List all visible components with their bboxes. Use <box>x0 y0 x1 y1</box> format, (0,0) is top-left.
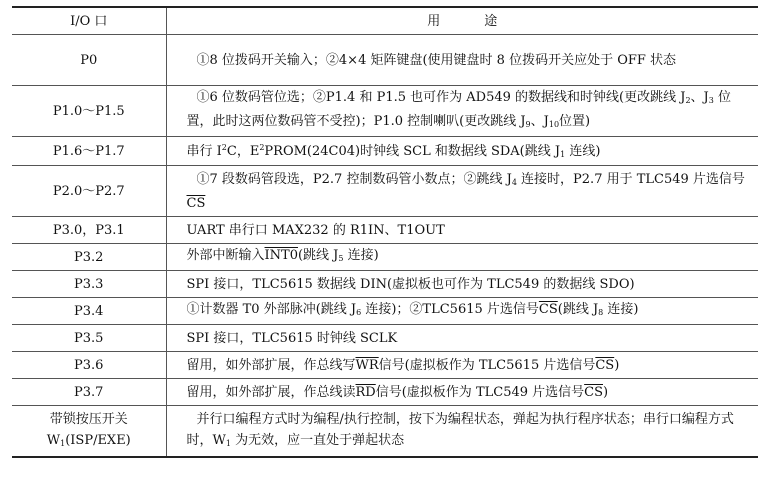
usage-cell: SPI 接口，TLC5615 时钟线 SCLK <box>166 325 758 352</box>
usage-text: 、J <box>530 114 549 129</box>
io-cell <box>12 406 166 458</box>
usage-text: ) <box>603 384 609 400</box>
usage-cell <box>166 379 758 406</box>
subscript: 6 <box>356 308 362 317</box>
table-row <box>12 352 758 379</box>
io-cell: P3.5 <box>12 325 166 352</box>
usage-cell <box>166 244 758 271</box>
table-row <box>12 86 758 137</box>
overlined-signal: INT0 <box>264 248 298 263</box>
io-usage-table-container <box>12 6 758 458</box>
usage-text: 位置) <box>559 114 591 129</box>
header-usage-char-2: 途 <box>484 13 498 29</box>
usage-cell: SPI 接口，TLC5615 数据线 DIN(虚拟板也可作为 TLC549 的数据线 SDO) <box>166 271 758 298</box>
subscript: 4 <box>511 177 517 187</box>
subscript: 5 <box>338 254 344 263</box>
header-usage <box>166 7 758 35</box>
overlined-signal: $\overline{WR}$ <box>355 357 379 373</box>
usage-text: ) <box>614 357 620 373</box>
usage-text: 连接) <box>343 248 379 263</box>
io-cell: P0 <box>12 35 166 86</box>
usage-text: 信号(虚拟板作为 TLC5615 片选信号 <box>378 357 596 373</box>
io-cell: P3.3 <box>12 271 166 298</box>
usage-text: 连线) <box>565 144 601 159</box>
table-header-row <box>12 7 758 35</box>
usage-text: 串行 I <box>186 144 222 159</box>
usage-text: (跳线 J <box>557 302 599 317</box>
usage-cell <box>166 352 758 379</box>
usage-text: 外部中断输入 <box>186 248 265 263</box>
superscript: 2 <box>221 143 227 152</box>
io-cell: P1.0～P1.5 <box>12 86 166 137</box>
usage-cell <box>166 86 758 137</box>
table-row <box>12 271 758 298</box>
io-text: (ISP/EXE) <box>65 432 131 448</box>
usage-text: ①7 段数码管段选，P2.7 控制数码管小数点；②跳线 J <box>196 171 512 187</box>
subscript: 10 <box>548 120 560 129</box>
overlined-signal: $\overline{RD}$ <box>355 384 376 400</box>
io-cell: P3.6 <box>12 352 166 379</box>
subscript: 3 <box>708 96 714 105</box>
usage-cell <box>166 298 758 325</box>
usage-text: ①6 位数码管位选；②P1.4 和 P1.5 也可作为 AD549 的数据线和时钟线(更改跳线 J <box>196 90 686 105</box>
overlined-signal: $\overline{CS}$ <box>595 357 615 373</box>
usage-text: 为无效，应一直处于弹起状态 <box>230 432 405 448</box>
table-row <box>12 406 758 458</box>
usage-cell: UART 串行口 MAX232 的 R1IN、T1OUT <box>166 217 758 244</box>
usage-text: 信号(虚拟板作为 TLC549 片选信号 <box>375 384 585 400</box>
usage-text: 、J <box>690 90 709 105</box>
io-label-line-1: 带锁按压开关 <box>49 411 128 427</box>
overlined-signal: $\overline{CS}$ <box>186 195 206 211</box>
io-cell: P3.4 <box>12 298 166 325</box>
subscript: 1 <box>560 150 566 159</box>
usage-text: 位置，此时这两位数码管不受控)；P1.0 控制喇叭(更改跳线 J <box>186 90 731 129</box>
overlined-signal: $\overline{CS}$ <box>584 384 603 400</box>
usage-text: PROM(24C04)时钟线 SCL 和数据线 SDA(跳线 J <box>264 144 561 159</box>
io-label-line-2 <box>20 430 158 454</box>
usage-text: (跳线 J <box>297 248 339 263</box>
usage-text: ①计数器 T0 外部脉冲(跳线 J <box>186 302 357 317</box>
table-row <box>12 137 758 166</box>
usage-text: 连接)；②TLC5615 片选信号 <box>361 302 539 317</box>
usage-text: 留用，如外部扩展，作总线读 <box>186 384 356 400</box>
usage-cell <box>166 406 758 458</box>
io-text: W <box>46 432 61 448</box>
io-cell: P1.6～P1.7 <box>12 137 166 166</box>
usage-text: 连接时，P2.7 用于 TLC549 片选信号 <box>516 171 745 187</box>
usage-text: 连接) <box>603 302 639 317</box>
io-cell: P2.0～P2.7 <box>12 166 166 217</box>
io-cell: P3.0，P3.1 <box>12 217 166 244</box>
overlined-signal: $\overline{CS}$ <box>538 302 558 317</box>
io-cell: P3.2 <box>12 244 166 271</box>
usage-cell <box>166 137 758 166</box>
subscript: 1 <box>60 438 66 448</box>
table-row <box>12 244 758 271</box>
usage-text: 留用，如外部扩展，作总线写 <box>186 357 356 373</box>
table-row <box>12 217 758 244</box>
subscript: 9 <box>525 120 531 129</box>
usage-text: 并行口编程方式时为编程/执行控制，按下为编程状态，弹起为执行程序状态；串行口编程方式时，W <box>186 411 734 448</box>
superscript: 2 <box>259 143 265 152</box>
io-usage-table <box>12 6 758 458</box>
usage-cell <box>166 166 758 217</box>
subscript: 2 <box>685 96 691 105</box>
subscript: 1 <box>225 438 231 448</box>
header-usage-char-1: 用 <box>427 13 441 29</box>
table-row <box>12 35 758 86</box>
header-io-port: I/O 口 <box>12 7 166 35</box>
io-cell: P3.7 <box>12 379 166 406</box>
subscript: 8 <box>598 308 604 317</box>
table-row <box>12 325 758 352</box>
table-row <box>12 166 758 217</box>
usage-cell: ①8 位拨码开关输入；②4×4 矩阵键盘(使用键盘时 8 位拨码开关应处于 OFF 状态 <box>166 35 758 86</box>
usage-text: C，E <box>226 144 260 159</box>
table-row <box>12 379 758 406</box>
table-row <box>12 298 758 325</box>
